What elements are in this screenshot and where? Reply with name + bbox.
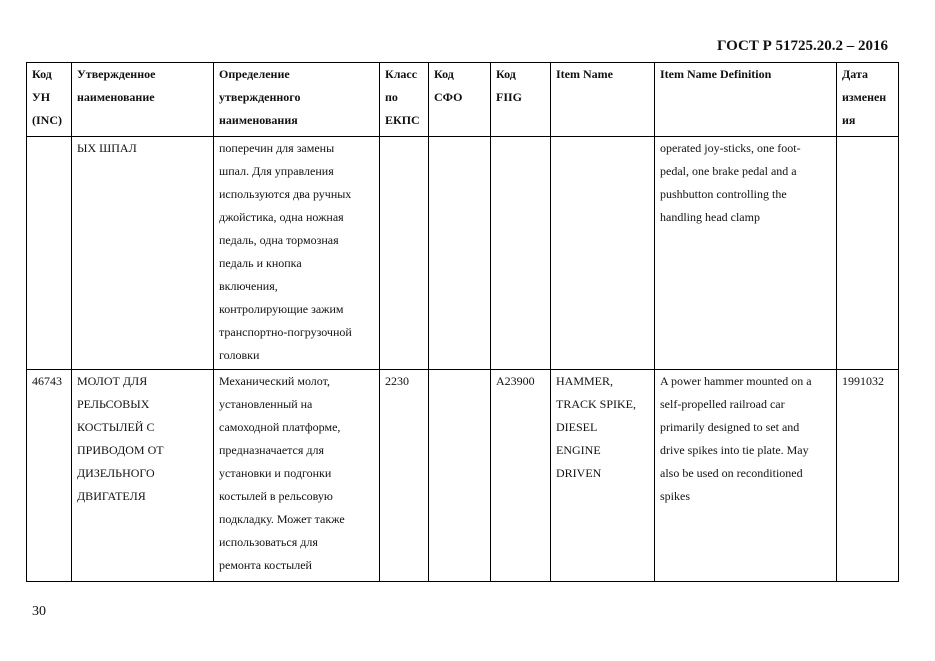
cell-fiig: A23900 bbox=[491, 370, 551, 582]
header-definition: Определение утвержденного наименования bbox=[214, 63, 380, 137]
catalog-table bbox=[26, 62, 899, 582]
table-row bbox=[27, 137, 899, 370]
table-header-row bbox=[27, 63, 899, 137]
cell-inc bbox=[27, 137, 72, 370]
cell-approved-name: ЫХ ШПАЛ bbox=[72, 137, 214, 370]
table-row bbox=[27, 370, 899, 582]
header-item-name-definition: Item Name Definition bbox=[655, 63, 837, 137]
document-code: ГОСТ Р 51725.20.2 – 2016 bbox=[716, 38, 888, 54]
cell-sfo bbox=[429, 137, 491, 370]
cell-date bbox=[837, 137, 899, 370]
header-item-name: Item Name bbox=[551, 63, 655, 137]
cell-date: 1991032 bbox=[837, 370, 899, 582]
cell-definition: Механический молот, установленный на самоходной платформе, предназначается для установки и подгонки костылей в рельсовую подкладку. Может также использоваться для ремонта костылей bbox=[214, 370, 380, 582]
page-number: 30 bbox=[32, 604, 46, 619]
cell-ekps: 2230 bbox=[380, 370, 429, 582]
header-ekps-class: Класс по ЕКПС bbox=[380, 63, 429, 137]
cell-ekps bbox=[380, 137, 429, 370]
header-change-date: Дата изменен ия bbox=[837, 63, 899, 137]
cell-item-definition: A power hammer mounted on a self-propelled railroad car primarily designed to set and drive spikes into tie plate. May also be used on reconditioned spikes bbox=[655, 370, 837, 582]
header-inc: Код УН (INC) bbox=[27, 63, 72, 137]
cell-fiig bbox=[491, 137, 551, 370]
cell-approved-name: МОЛОТ ДЛЯ РЕЛЬСОВЫХ КОСТЫЛЕЙ С ПРИВОДОМ ОТ ДИЗЕЛЬНОГО ДВИГАТЕЛЯ bbox=[72, 370, 214, 582]
header-fiig-code: Код FIIG bbox=[491, 63, 551, 137]
cell-item-name: HAMMER, TRACK SPIKE, DIESEL ENGINE DRIVEN bbox=[551, 370, 655, 582]
cell-item-definition: operated joy-sticks, one foot- pedal, one brake pedal and a pushbutton controlling the handling head clamp bbox=[655, 137, 837, 370]
cell-inc: 46743 bbox=[27, 370, 72, 582]
cell-sfo bbox=[429, 370, 491, 582]
header-sfo-code: Код СФО bbox=[429, 63, 491, 137]
header-approved-name: Утвержденное наименование bbox=[72, 63, 214, 137]
cell-definition: поперечин для замены шпал. Для управления используются два ручных джойстика, одна ножная педаль, одна тормозная педаль и кнопка включения, контролирующие зажим транспортно-погрузочной головки bbox=[214, 137, 380, 370]
cell-item-name bbox=[551, 137, 655, 370]
